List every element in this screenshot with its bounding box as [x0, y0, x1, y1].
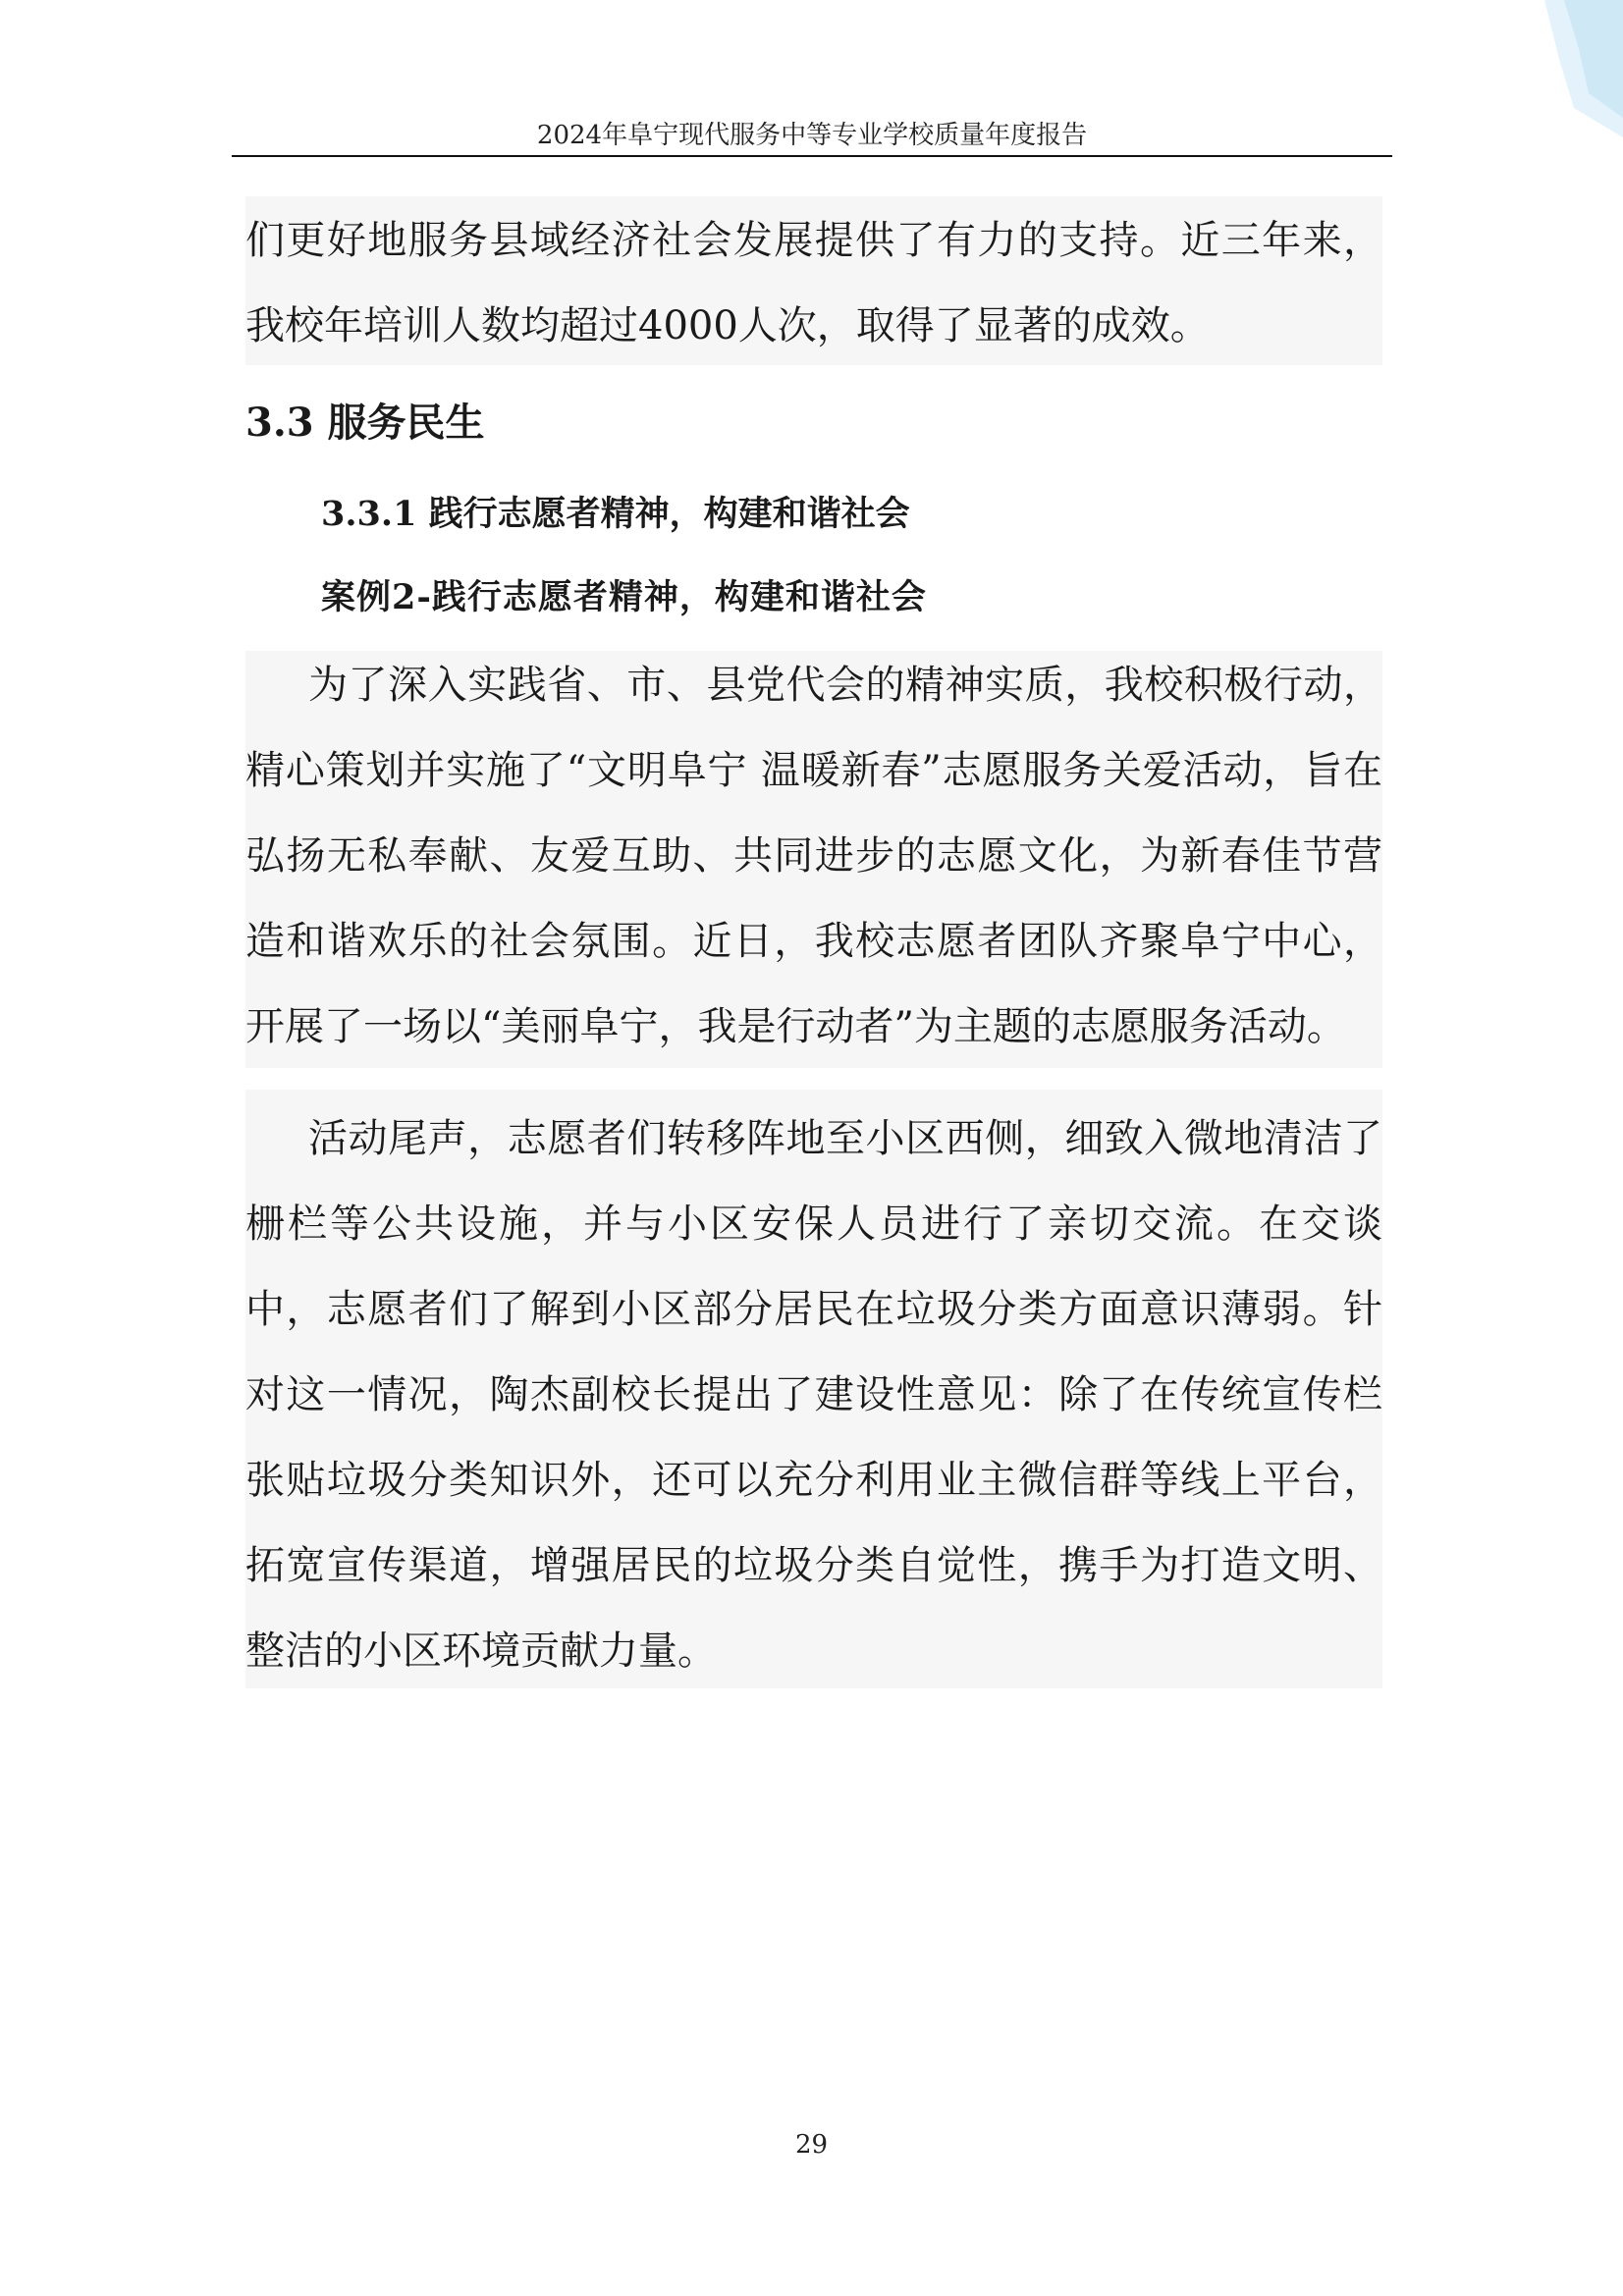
continued-paragraph: 们更好地服务县域经济社会发展提供了有力的支持。近三年来，我校年培训人数均超过4000人次，取得了显著的成效。	[245, 218, 1382, 348]
section-heading: 3.3 服务民生	[245, 400, 485, 446]
corner-decoration	[1505, 0, 1623, 137]
header-rule	[232, 155, 1392, 157]
page-number: 29	[794, 2130, 829, 2160]
case-paragraph-2: 活动尾声，志愿者们转移阵地至小区西侧，细致入微地清洁了栅栏等公共设施，并与小区安保人员进行了亲切交流。在交谈中，志愿者们了解到小区部分居民在垃圾分类方面意识薄弱。针对这一情况，陶杰副校长提出了建设性意见：除了在传统宣传栏张贴垃圾分类知识外，还可以充分利用业主微信群等线上平台，拓宽宣传渠道，增强居民的垃圾分类自觉性，携手为打造文明、整洁的小区环境贡献力量。	[245, 1116, 1382, 1674]
subsection-heading: 3.3.1 践行志愿者精神，构建和谐社会	[321, 494, 910, 534]
case-heading: 案例2-践行志愿者精神，构建和谐社会	[321, 577, 927, 617]
running-header: 2024年阜宁现代服务中等专业学校质量年度报告	[536, 121, 1088, 150]
case-paragraph-1: 为了深入实践省、市、县党代会的精神实质，我校积极行动，精心策划并实施了“文明阜宁 温暖新春”志愿服务关爱活动，旨在弘扬无私奉献、友爱互助、共同进步的志愿文化，为新春佳节营造和谐欢乐的社会氛围。近日，我校志愿者团队齐聚阜宁中心，开展了一场以“美丽阜宁，我是行动者”为主题的志愿服务活动。	[245, 663, 1382, 1049]
